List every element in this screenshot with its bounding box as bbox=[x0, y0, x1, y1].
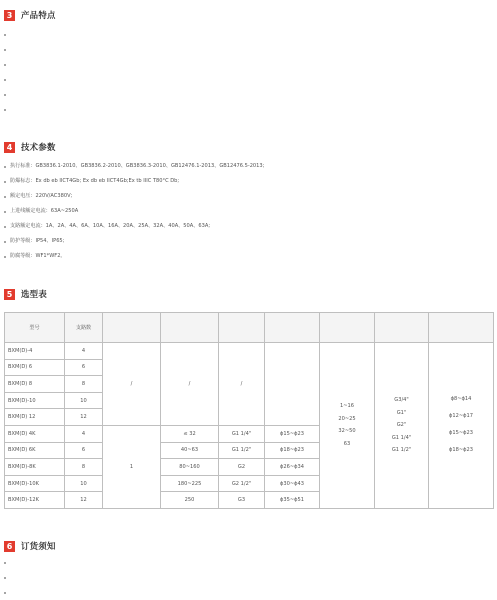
model-cell: BXM(D)-10K bbox=[5, 475, 65, 492]
section-number-badge: 5 bbox=[4, 289, 15, 300]
branch-thread-cell bbox=[375, 343, 429, 509]
rated-current-cell: 180~225 bbox=[161, 475, 219, 492]
params-list bbox=[4, 159, 493, 264]
column-header bbox=[219, 313, 265, 343]
column-header bbox=[375, 313, 429, 343]
branch-count-cell: 4 bbox=[65, 343, 103, 360]
section-number-badge: 3 bbox=[4, 10, 15, 21]
model-cell: BXM(D) 8 bbox=[5, 376, 65, 393]
wire-area-value: 63 bbox=[343, 440, 351, 447]
list-item: 支路额定电流：1A、2A、4A、6A、10A、16A、20A、25A、32A、40A、50A、63A; bbox=[4, 219, 493, 234]
section-title: 订货须知 bbox=[21, 541, 56, 551]
rated-current-cell: 40~63 bbox=[161, 442, 219, 459]
cable-diameter-cell bbox=[265, 343, 320, 426]
list-item bbox=[4, 57, 493, 72]
branch-count-cell: 10 bbox=[65, 475, 103, 492]
section-header-params bbox=[4, 141, 56, 153]
column-header bbox=[320, 313, 375, 343]
branch-count-cell: 6 bbox=[65, 442, 103, 459]
section-header-ordering bbox=[4, 540, 56, 552]
rated-current-cell: 250 bbox=[161, 492, 219, 509]
branch-thread-value: G1" bbox=[396, 409, 407, 416]
branch-count-cell: 4 bbox=[65, 425, 103, 442]
features-list bbox=[4, 27, 493, 117]
section-header-features bbox=[4, 9, 56, 21]
model-cell: BXM(D) 6 bbox=[5, 359, 65, 376]
list-item bbox=[4, 87, 493, 102]
selection-table bbox=[4, 312, 494, 509]
model-cell: BXM(D)-8K bbox=[5, 459, 65, 476]
list-item bbox=[4, 585, 493, 600]
wire-area-value: 1~16 bbox=[340, 403, 354, 410]
list-item bbox=[4, 27, 493, 42]
list-item: 额定电压：220V/AC380V; bbox=[4, 189, 493, 204]
list-item bbox=[4, 72, 493, 87]
branch-thread-value: G1 1/4" bbox=[391, 434, 412, 441]
wire-area-cell bbox=[320, 343, 375, 509]
branch-diameter-value: ϕ12~ϕ17 bbox=[449, 413, 473, 420]
total-switch-cell: / bbox=[103, 343, 161, 426]
wire-area-value: 32~50 bbox=[338, 428, 356, 435]
section-title: 产品特点 bbox=[21, 10, 56, 20]
branch-count-cell: 10 bbox=[65, 392, 103, 409]
column-header bbox=[429, 313, 494, 343]
column-header bbox=[103, 313, 161, 343]
model-cell: BXM(D)-4 bbox=[5, 343, 65, 360]
branch-count-cell: 6 bbox=[65, 359, 103, 376]
branch-thread-value: G3/4" bbox=[394, 397, 409, 404]
model-cell: BXM(D)-10 bbox=[5, 392, 65, 409]
branch-diameter-value: ϕ15~ϕ23 bbox=[449, 430, 473, 437]
thread-cell: G2 1/2" bbox=[219, 475, 265, 492]
cable-diameter-cell: ϕ18~ϕ23 bbox=[265, 442, 320, 459]
branch-diameter-cell bbox=[429, 343, 494, 509]
rated-current-cell: ≤ 32 bbox=[161, 425, 219, 442]
list-item: 防腐等级：WF1*WF2。 bbox=[4, 249, 493, 264]
list-item: 防爆标志：Ex db eb IICT4Gb; Ex db eb IICT4Gb;Ex tb IIIC T80°C Db; bbox=[4, 174, 493, 189]
model-cell: BXM(D) 12 bbox=[5, 409, 65, 426]
branch-count-cell: 12 bbox=[65, 409, 103, 426]
branch-thread-value: G1 1/2" bbox=[391, 447, 412, 454]
model-cell: BXM(D) 4K bbox=[5, 425, 65, 442]
branch-count-cell: 8 bbox=[65, 376, 103, 393]
branch-count-cell: 8 bbox=[65, 459, 103, 476]
column-header bbox=[265, 313, 320, 343]
section-number-badge: 6 bbox=[4, 541, 15, 552]
thread-cell: G1 1/2" bbox=[219, 442, 265, 459]
thread-cell: G3 bbox=[219, 492, 265, 509]
total-switch-cell: 1 bbox=[103, 425, 161, 508]
cable-diameter-cell: ϕ26~ϕ34 bbox=[265, 459, 320, 476]
rated-current-cell: / bbox=[161, 343, 219, 426]
rated-current-cell: 80~160 bbox=[161, 459, 219, 476]
thread-cell: G1 1/4" bbox=[219, 425, 265, 442]
table-header-row bbox=[5, 313, 494, 343]
section-title: 选型表 bbox=[21, 289, 48, 299]
branch-thread-value: G2" bbox=[396, 422, 407, 429]
branch-diameter-value: ϕ8~ϕ14 bbox=[450, 396, 472, 403]
cable-diameter-cell: ϕ15~ϕ23 bbox=[265, 425, 320, 442]
wire-area-value: 20~25 bbox=[338, 415, 356, 422]
list-item bbox=[4, 570, 493, 585]
model-cell: BXM(D) 6K bbox=[5, 442, 65, 459]
section-header-selection bbox=[4, 288, 47, 300]
branch-diameter-value: ϕ18~ϕ23 bbox=[449, 447, 473, 454]
cable-diameter-cell: ϕ30~ϕ43 bbox=[265, 475, 320, 492]
section-title: 技术参数 bbox=[21, 142, 56, 152]
thread-cell: G2 bbox=[219, 459, 265, 476]
list-item bbox=[4, 102, 493, 117]
section-number-badge: 4 bbox=[4, 142, 15, 153]
cable-diameter-cell: ϕ35~ϕ51 bbox=[265, 492, 320, 509]
model-cell: BXM(D)-12K bbox=[5, 492, 65, 509]
branch-count-cell: 12 bbox=[65, 492, 103, 509]
ordering-list bbox=[4, 555, 493, 600]
list-item bbox=[4, 555, 493, 570]
column-header: 支路数 bbox=[65, 313, 103, 343]
table-row bbox=[5, 343, 494, 360]
list-item: 上进线额定电流：63A~250A bbox=[4, 204, 493, 219]
list-item: 执行标准：GB3836.1-2010、GB3836.2-2010、GB3836.3-2010、GB12476.1-2013、GB12476.5-2013; bbox=[4, 159, 493, 174]
list-item bbox=[4, 42, 493, 57]
column-header: 型号 bbox=[5, 313, 65, 343]
list-item: 防护等级：IP54、IP65; bbox=[4, 234, 493, 249]
thread-cell: / bbox=[219, 343, 265, 426]
column-header bbox=[161, 313, 219, 343]
